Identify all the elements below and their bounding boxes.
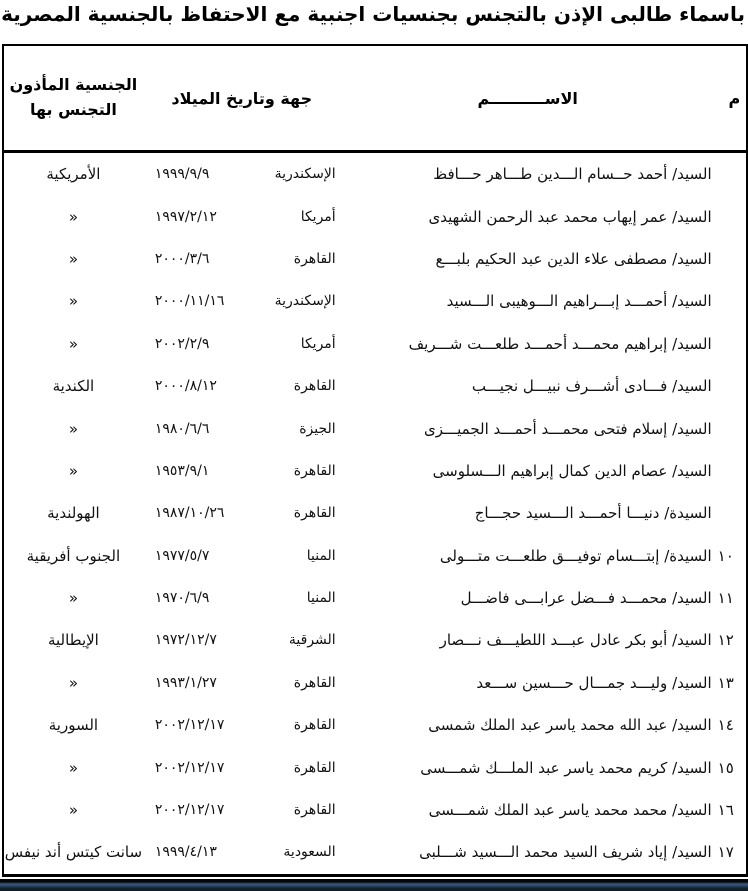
nationality-cell: «: [68, 801, 78, 820]
header-serial-number: م: [715, 45, 747, 152]
birth-cell: [143, 323, 341, 365]
name-cell: السيد/ أحمد حــسام الـــدين طـــاهر حـــافظ: [433, 165, 712, 184]
serial-cell: [715, 492, 747, 534]
birth-cell: [143, 280, 341, 322]
nationality-cell: «: [68, 589, 78, 608]
table-row: [3, 662, 747, 704]
header-nationality-line1: الجنسية المأذون: [9, 75, 138, 95]
birth-date: ١٩٩٩/٩/٩: [154, 166, 210, 183]
name-cell: السيد/ وليـــد جمـــال حـــسين ســـعد: [476, 673, 712, 692]
birth-cell: [143, 195, 341, 237]
serial-cell: [715, 195, 747, 237]
birth-cell: [143, 831, 341, 875]
header-birth-column: جهة وتاريخ الميلاد: [143, 45, 341, 152]
serial-cell: [715, 238, 747, 280]
birth-place: السعودية: [283, 844, 336, 861]
birth-date: ٢٠٠٢/١٢/١٧: [154, 802, 225, 819]
table-row: [3, 704, 747, 746]
name-cell: السيدة/ دنيـــا أحمـــد الـــسيد حجـــاج: [474, 504, 712, 523]
naturalization-table: [2, 44, 748, 877]
table-row: [3, 619, 747, 661]
nationality-cell: «: [68, 207, 78, 226]
name-cell: السيد/ عمر إيهاب محمد عبد الرحمن الشهيدى: [428, 207, 712, 226]
birth-place: القاهرة: [293, 378, 336, 395]
birth-place: الإسكندرية: [274, 166, 336, 183]
table-row: [3, 450, 747, 492]
document-title: باسماء طالبى الإذن بالتجنس بجنسيات اجنبية مع الاحتفاظ بالجنسية المصرية: [1, 2, 745, 26]
nationality-cell: «: [68, 419, 78, 438]
birth-place: الجيزة: [299, 420, 336, 437]
serial-cell: [715, 152, 747, 196]
birth-place: أمريكا: [300, 335, 336, 352]
nationality-cell: «: [68, 292, 78, 311]
birth-cell: [143, 704, 341, 746]
nationality-cell: «: [68, 758, 78, 777]
birth-date: ١٩٧٧/٥/٧: [154, 547, 210, 564]
table-row: [3, 152, 747, 196]
serial-cell: [715, 280, 747, 322]
serial-cell: [715, 365, 747, 407]
birth-date: ١٩٧٠/٦/٩: [154, 590, 210, 607]
birth-date: ١٩٩٣/١/٢٧: [154, 674, 217, 691]
table-row: [3, 492, 747, 534]
nationality-cell: الكندية: [52, 377, 95, 396]
birth-place: المنيا: [306, 590, 336, 607]
header-name-column: الاســــــــــم: [341, 45, 715, 152]
name-cell: السيد/ إبراهيم محمـــد أحمـــد طلعـــت شـــريف: [408, 334, 712, 353]
birth-cell: [143, 238, 341, 280]
name-cell: السيد/ فـــادى أشـــرف نبيـــل نجيـــب: [471, 377, 712, 396]
serial-cell: [715, 407, 747, 449]
serial-cell: ١٢: [717, 631, 734, 650]
birth-cell: [143, 450, 341, 492]
name-cell: السيد/ كريم محمد ياسر عبد الملـــك شمـــسى: [420, 758, 712, 777]
birth-date: ١٩٩٧/٢/١٢: [154, 208, 217, 225]
name-cell: السيد/ عبد الله محمد ياسر عبد الملك شمسى: [428, 716, 712, 735]
table-row: [3, 831, 747, 875]
birth-date: ١٩٩٩/٤/١٣: [154, 844, 217, 861]
nationality-cell: «: [68, 334, 78, 353]
name-cell: السيد/ إياد شريف السيد محمد الـــسيد شـــلبى: [419, 843, 712, 862]
birth-cell: [143, 577, 341, 619]
table-row: [3, 238, 747, 280]
serial-cell: ١٦: [717, 801, 734, 820]
birth-place: القاهرة: [293, 250, 336, 267]
table-row: [3, 195, 747, 237]
birth-place: الشرقية: [288, 632, 336, 649]
table-row: [3, 323, 747, 365]
table-row: [3, 746, 747, 788]
table-row: [3, 789, 747, 831]
birth-cell: [143, 662, 341, 704]
birth-date: ٢٠٠٢/٢/٩: [154, 335, 210, 352]
nationality-cell: «: [68, 673, 78, 692]
serial-cell: ١٥: [717, 758, 734, 777]
birth-date: ١٩٧٢/١٢/٧: [154, 632, 217, 649]
table-row: [3, 280, 747, 322]
birth-cell: [143, 746, 341, 788]
birth-date: ٢٠٠٠/٣/٦: [154, 250, 210, 267]
birth-cell: [143, 365, 341, 407]
name-cell: السيدة/ إبتـــسام توفيـــق طلعـــت متـــولى: [439, 546, 712, 565]
birth-cell: [143, 789, 341, 831]
nationality-cell: الأمريكية: [46, 165, 101, 184]
serial-cell: ١٣: [717, 673, 734, 692]
serial-cell: [715, 323, 747, 365]
nationality-cell: الهولندية: [47, 504, 100, 523]
header-nationality-column: [3, 45, 143, 152]
header-row: [3, 45, 747, 152]
birth-cell: [143, 535, 341, 577]
birth-place: المنيا: [306, 547, 336, 564]
name-cell: السيد/ عصام الدين كمال إبراهيم الـــسلوسى: [432, 461, 712, 480]
nationality-cell: الجنوب أفريقية: [26, 546, 121, 565]
name-cell: السيد/ أحمـــد إبـــراهيم الـــوهيبى الـــسيد: [446, 292, 712, 311]
nationality-cell: الإيطالية: [47, 631, 99, 650]
birth-place: القاهرة: [293, 717, 336, 734]
table-body: [3, 152, 747, 876]
birth-cell: [143, 619, 341, 661]
serial-cell: [715, 450, 747, 492]
birth-date: ١٩٨٧/١٠/٢٦: [154, 505, 225, 522]
birth-date: ٢٠٠٠/٨/١٢: [154, 378, 217, 395]
nationality-cell: «: [68, 461, 78, 480]
birth-cell: [143, 492, 341, 534]
table-row: [3, 535, 747, 577]
birth-place: الإسكندرية: [274, 293, 336, 310]
birth-cell: [143, 152, 341, 196]
nationality-cell: السورية: [48, 716, 99, 735]
birth-place: القاهرة: [293, 505, 336, 522]
birth-date: ١٩٥٣/٩/١: [154, 462, 210, 479]
name-cell: السيد/ مصطفى علاء الدين عبد الحكيم بلبـــع: [435, 249, 712, 268]
birth-place: القاهرة: [293, 674, 336, 691]
table-row: [3, 407, 747, 449]
name-cell: السيد/ محمـــد فـــضل عرابـــى فاضـــل: [460, 589, 712, 608]
serial-cell: ١٤: [717, 716, 734, 735]
table-row: [3, 577, 747, 619]
birth-cell: [143, 407, 341, 449]
birth-date: ١٩٨٠/٦/٦: [154, 420, 210, 437]
serial-cell: ١٧: [717, 843, 734, 862]
name-cell: السيد/ أبو بكر عادل عبـــد اللطيـــف نـــصار: [439, 631, 712, 650]
birth-place: أمريكا: [300, 208, 336, 225]
page-edge-band: [0, 879, 748, 891]
birth-date: ٢٠٠٢/١٢/١٧: [154, 759, 225, 776]
birth-place: القاهرة: [293, 462, 336, 479]
nationality-cell: «: [68, 249, 78, 268]
table-row: [3, 365, 747, 407]
birth-place: القاهرة: [293, 759, 336, 776]
name-cell: السيد/ إسلام فتحى محمـــد أحمـــد الجميـــزى: [423, 419, 712, 438]
serial-cell: ١١: [717, 589, 734, 608]
birth-date: ٢٠٠٢/١٢/١٧: [154, 717, 225, 734]
name-cell: السيد/ محمد محمد ياسر عبد الملك شمـــسى: [428, 801, 712, 820]
nationality-cell: سانت كيتس أند نيفس: [4, 843, 143, 862]
header-nationality-line2: التجنس بها: [29, 100, 117, 119]
birth-date: ٢٠٠٠/١١/١٦: [154, 293, 225, 310]
serial-cell: ١٠: [717, 546, 734, 565]
birth-place: القاهرة: [293, 802, 336, 819]
